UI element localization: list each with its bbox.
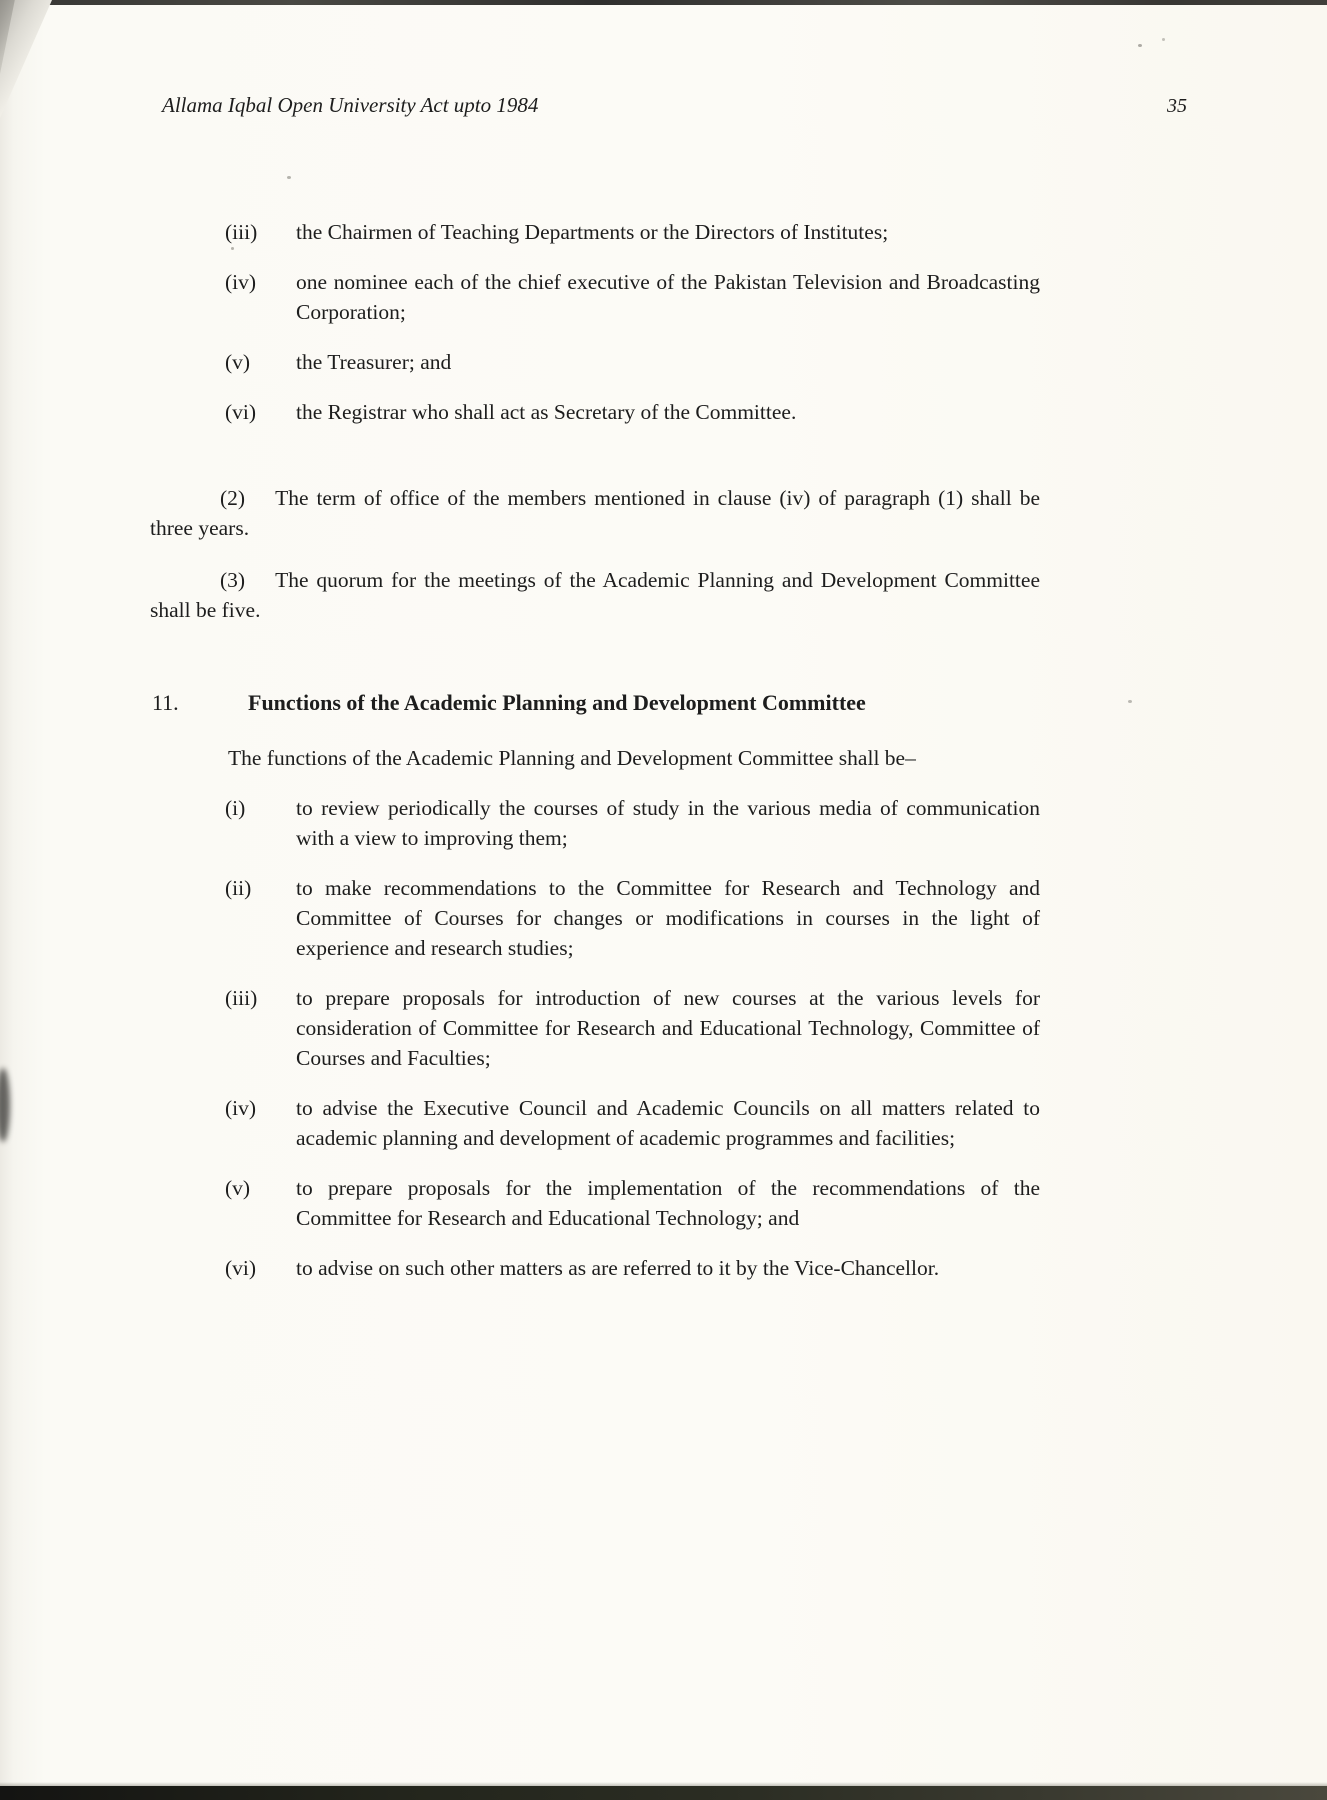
clause-label: (v) — [225, 350, 251, 374]
function-item-iii — [225, 983, 1040, 1073]
paragraph-label: (2) — [220, 486, 246, 510]
clause-text: the Registrar who shall act as Secretary of the Committee. — [296, 400, 797, 424]
clause-item-vi — [225, 397, 1040, 427]
paragraph-3 — [150, 565, 1040, 625]
paragraph-text: The term of office of the members mentioned in clause (iv) of paragraph (1) shall be three years. — [150, 486, 1040, 540]
clause-label: (v) — [225, 1176, 251, 1200]
function-item-iv — [225, 1093, 1040, 1153]
paragraph-label: (3) — [220, 568, 246, 592]
section-title: Functions of the Academic Planning and Development Committee — [248, 690, 866, 715]
function-item-v — [225, 1173, 1040, 1233]
clause-item-v — [225, 347, 1040, 377]
function-item-i — [225, 793, 1040, 853]
clause-label: (ii) — [225, 876, 252, 900]
page-number: 35 — [1167, 95, 1187, 117]
clause-text: the Chairmen of Teaching Departments or the Directors of Institutes; — [296, 220, 889, 244]
clause-label: (i) — [225, 796, 246, 820]
clause-label: (iv) — [225, 270, 257, 294]
running-title: Allama Iqbal Open University Act upto 1984 — [162, 93, 539, 117]
paragraph-2 — [150, 483, 1040, 543]
clause-label: (iv) — [225, 1096, 257, 1120]
section-intro: The functions of the Academic Planning and Development Committee shall be– — [228, 746, 916, 770]
clause-label: (iii) — [225, 986, 258, 1010]
function-item-ii — [225, 873, 1040, 963]
clause-label: (vi) — [225, 400, 257, 424]
clause-label: (iii) — [225, 220, 258, 244]
function-item-vi — [225, 1253, 1040, 1283]
clause-item-iii — [225, 217, 1040, 247]
paragraph-text: The quorum for the meetings of the Academic Planning and Development Committee shall be five. — [150, 568, 1040, 622]
scan-speck — [231, 247, 234, 250]
clause-text: to prepare proposals for the implementation of the recommendations of the Committee for Research and Educational Technology; and — [296, 1176, 1040, 1230]
clause-text: the Treasurer; and — [296, 350, 452, 374]
scan-artifact-bottom-edge — [0, 1786, 1327, 1800]
scan-speck — [287, 176, 291, 179]
clause-text: to make recommendations to the Committee for Research and Technology and Committee of Courses for changes or modifications in courses in the light of experience and research studies; — [296, 876, 1040, 960]
membership-clause-list — [225, 217, 1040, 427]
clause-text: to review periodically the courses of study in the various media of communication with a view to improving them; — [296, 796, 1040, 850]
scan-artifact-corner-fold — [0, 0, 52, 118]
section-number: 11. — [152, 690, 179, 715]
clause-text: one nominee each of the chief executive of the Pakistan Television and Broadcasting Corporation; — [296, 270, 1040, 324]
function-clause-list — [225, 793, 1040, 1283]
clause-item-iv — [225, 267, 1040, 327]
scan-artifact-left-smudge — [0, 1068, 10, 1142]
clause-text: to prepare proposals for introduction of new courses at the various levels for consideration of Committee for Research and Educational Technology, Committee of Courses and Faculties; — [296, 986, 1040, 1070]
section-heading — [152, 687, 1040, 719]
clause-text: to advise the Executive Council and Academic Councils on all matters related to academic planning and development of academic programmes and facilities; — [296, 1096, 1040, 1150]
page-header — [162, 0, 1187, 121]
clause-label: (vi) — [225, 1256, 257, 1280]
clause-text: to advise on such other matters as are referred to it by the Vice-Chancellor. — [296, 1256, 940, 1280]
scan-speck — [1128, 700, 1132, 703]
